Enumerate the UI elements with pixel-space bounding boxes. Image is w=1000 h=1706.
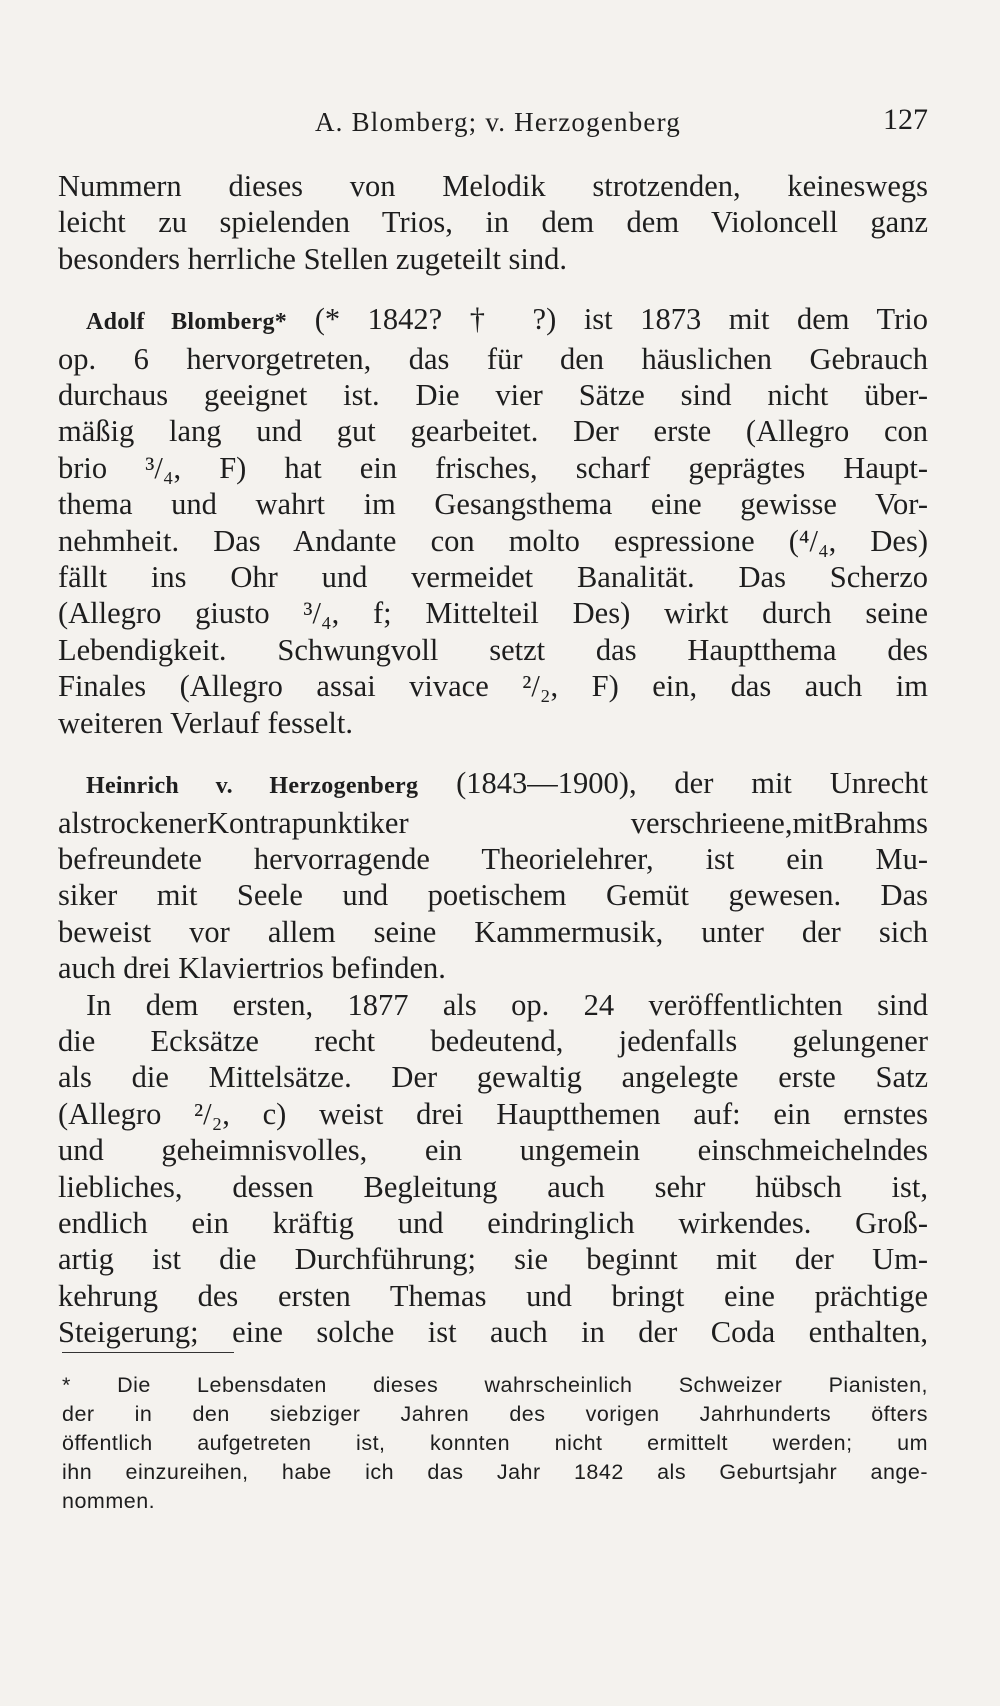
paragraph-blomberg (58, 301, 928, 741)
text-line: nehmheit. Das Andante con molto espressione (⁴/₄, Des) (58, 523, 928, 558)
text-line: thema und wahrt im Gesangsthema eine gewisse Vor- (58, 487, 928, 522)
blomberg-dates: (* 1842? † ?) ist 1873 mit dem Trio (314, 302, 928, 337)
running-head: A. Blomberg; v. Herzogenberg (314, 107, 682, 137)
footnote-divider (62, 1352, 234, 1353)
page-header (58, 103, 928, 143)
text-line: und geheimnisvolles, ein ungemein einschmeichelndes (58, 1133, 928, 1168)
footnote (62, 1371, 928, 1516)
page-number: 127 (883, 103, 928, 136)
text-line: op. 6 hervorgetreten, das für den häuslichen Gebrauch (58, 341, 928, 376)
text-line: Steigerung; eine solche ist auch in der Coda enthalten, (58, 1315, 928, 1350)
text-line: Nummern dieses von Melodik strotzenden, keineswegs (58, 169, 928, 203)
text-line: artig ist die Durchführung; sie beginnt mit der Um- (58, 1242, 928, 1277)
text-line: brio ³/₄, F) hat ein frisches, scharf geprägtes Haupt- (58, 450, 928, 485)
text-line: Lebendigkeit. Schwungvoll setzt das Hauptthema des (58, 632, 928, 667)
text-line (58, 765, 928, 804)
text-line: liebliches, dessen Begleitung auch sehr hübsch ist, (58, 1169, 928, 1204)
text-line: (Allegro giusto ³/₄, f; Mittelteil Des) wirkt durch seine (58, 596, 928, 631)
main-text (58, 168, 928, 1351)
composer-name-herzogenberg: Heinrich v. Herzogenberg (86, 773, 419, 800)
footnote-line: * Die Lebensdaten dieses wahrscheinlich Schweizer Pianisten, (62, 1373, 928, 1397)
footnote-line: nommen. (62, 1489, 156, 1513)
text-line: (Allegro ²/₂, c) weist drei Hauptthemen auf: ein ernstes (58, 1096, 928, 1131)
text-line: leicht zu spielenden Trios, in dem dem Violoncell ganz (58, 205, 928, 240)
text-line: mäßig lang und gut gearbeitet. Der erste (Allegro con (58, 414, 928, 449)
footnote-line: der in den siebziger Jahren des vorigen Jahrhunderts öfters (62, 1402, 928, 1426)
text-line: endlich ein kräftig und eindringlich wirkendes. Groß- (58, 1205, 928, 1240)
text-line: In dem ersten, 1877 als op. 24 veröffentlichten sind (86, 987, 928, 1022)
text-line: durchaus geeignet ist. Die vier Sätze sind nicht über- (58, 378, 928, 413)
text-line: als die Mittelsätze. Der gewaltig angelegte erste Satz (58, 1060, 928, 1095)
text-line: die Ecksätze recht bedeutend, jedenfalls gelungener (58, 1023, 928, 1058)
text-line: Finales (Allegro assai vivace ²/₂, F) ein, das auch im (58, 669, 928, 704)
herzogenberg-dates: (1843—1900), der mit Unrecht (456, 766, 928, 801)
footnote-line: öffentlich aufgetreten ist, konnten nicht ermittelt werden; um (62, 1431, 928, 1455)
text-line: beweist vor allem seine Kammermusik, unter der sich (58, 914, 928, 949)
text-line: siker mit Seele und poetischem Gemüt gewesen. Das (58, 878, 928, 913)
text-line: kehrung des ersten Themas und bringt eine prächtige (58, 1278, 928, 1313)
composer-name-blomberg: Adolf Blomberg* (86, 309, 288, 336)
text-line: befreundete hervorragende Theorielehrer, ist ein Mu- (58, 841, 928, 876)
paragraph-trio-continuation (58, 168, 928, 277)
text-line: besonders herrliche Stellen zugeteilt sind. (58, 241, 568, 276)
text-line: auch drei Klaviertrios befinden. (58, 951, 446, 986)
paragraph-first-trio (58, 987, 928, 1351)
text-line: fällt ins Ohr und vermeidet Banalität. Das Scherzo (58, 560, 928, 595)
paragraph-herzogenberg (58, 765, 928, 986)
text-line: weiteren Verlauf fesselt. (58, 705, 353, 740)
text-line (58, 301, 928, 340)
text-line: alstrockenerKontrapunktiker verschrieene,mitBrahms (58, 805, 928, 840)
footnote-line: ihn einzureihen, habe ich das Jahr 1842 als Geburtsjahr ange- (62, 1460, 928, 1484)
